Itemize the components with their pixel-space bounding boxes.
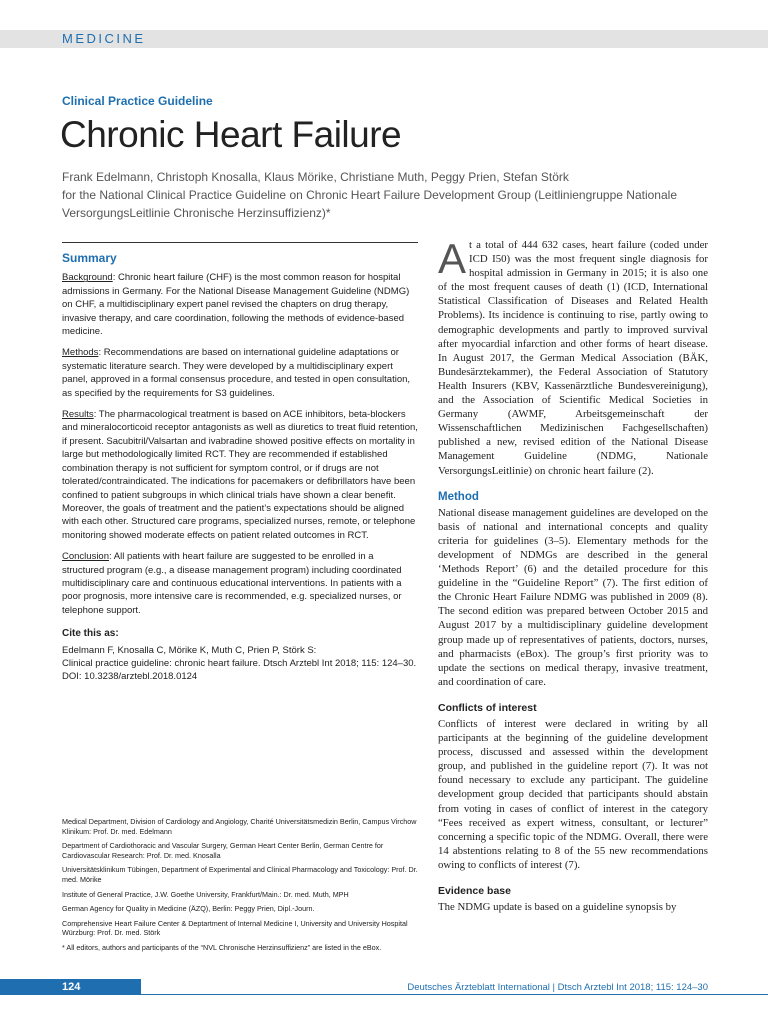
summary-results (62, 408, 418, 542)
coi-heading: Conflicts of interest (438, 701, 537, 714)
background-label: Background (62, 272, 113, 284)
results-text: : The pharmacological treatment is based on ACE inhibitors, beta-blockers and mineralocorticoid receptor antagonists as well as diuretics to treat fluid retention, if present. Sacubitril/Valsartan and ivabradine showed positive effects on mortality in large but methodologically limited RCT. They are recommended if established combination therapy is not sufficient for symptom control, or if drugs are not tolerated/contraindicated. The indications for pacemakers or defibrillators have been confined to patient subgroups in which clinical trials have shown a clear benefit. Moreover, the goals of treatment and the patient’s expectations should be aligned with each other. Structured care programs, specialized nurses, remote, or telephone monitoring showed moderate effects on patient related outcomes in RCT. (62, 409, 418, 541)
methods-label: Methods (62, 347, 99, 359)
author-block (62, 168, 710, 222)
evidence-heading: Evidence base (438, 885, 511, 898)
cite-doi: DOI: 10.3238/arztebl.2018.0124 (62, 671, 198, 683)
article-kicker: Clinical Practice Guideline (62, 94, 213, 108)
drop-cap: A (438, 235, 467, 282)
intro-text: t a total of 444 632 cases, heart failure (coded under ICD I50) was the most frequent single diagnosis for hospital admission in Germany in 2015; it is also one of the most frequent causes of death (1) (ICD, International Statistical Classification of Diseases and Related Health Problems). Its incidence is continuing to rise, partly owing to demographic developments and partly to improved survival after myocardial infarction and other forms of heart disease. In August 2017, the German Medical Association (BÄK, Bundesärztekammer), the Federal Association of Statutory Health Insurers (KBV, Kassenärztliche Bundesvereinigung), and the Association of Scientific Medical Societies in Germany (AWMF, Arbeitsgemeinschaft der Wissenschaftlichen Medizinischen Fachgesellschaften) published a new, revised edition of the National Disease Management Guideline (NDMG, Nationale VersorgungsLeitlinie) on chronic heart failure (2). (438, 239, 708, 477)
summary-heading: Summary (62, 251, 117, 265)
summary-background (62, 271, 418, 338)
coi-paragraph: Conflicts of interest were declared in writing by all participants at the beginning of the guideline development process, discussed and assessed within the development group, and published in the guideline report (7). It was not found necessary to exclude any participant. The guideline development group decided that participants should abstain from voting in cases of conflict of interest in the category “Fees received as expert witness, consultant, or lecturer” concerning a specific topic of the NDMG. Overall, there were 14 abstentions relating to 8 of the 55 new recommendations owing to conflicts of interest (7). (438, 718, 708, 871)
evidence-paragraph: The NDMG update is based on a guideline synopsis by (438, 901, 677, 914)
summary-divider (62, 242, 418, 243)
methods-text: : Recommendations are based on international guideline adaptations or systematic literature search. They were developed by a multidisciplinary expert panel, approved in a formal consensus procedure, and tested in open consultation, as specified by the requirements for S3 guidelines. (62, 347, 411, 399)
affiliation-item: Department of Cardiothoracic and Vascular Surgery, German Heart Center Berlin, German Centre for Cardiovascular Research: Prof. Dr. med. Knosalla (62, 841, 384, 860)
journal-footer: Deutsches Ärzteblatt International | Dtsch Arztebl Int 2018; 115: 124–30 (407, 982, 708, 993)
group-line-1: for the National Clinical Practice Guideline on Chronic Heart Failure Development Group (Leitliniengruppe Nationale (62, 188, 677, 202)
summary-column (62, 252, 418, 684)
conclusion-label: Conclusion (62, 551, 109, 563)
page-number: 124 (62, 981, 81, 993)
results-label: Results (62, 409, 94, 421)
affiliation-item: Medical Department, Division of Cardiology and Angiology, Charité Universitätsmedizin Berlin, Campus Virchow Klinikum: Prof. Dr. med. Edelmann (62, 817, 417, 836)
summary-conclusion (62, 550, 418, 617)
background-text: : Chronic heart failure (CHF) is the most common reason for hospital admissions in Germany. For the National Disease Management Guideline (NDMG) on CHF, a multidisciplinary expert panel revised the chapters on drug therapy, invasive therapy, and care coordination, following the methods of evidence-based medicine. (62, 272, 410, 338)
section-label: MEDICINE (62, 31, 146, 46)
affiliation-item: Universitätsklinikum Tübingen, Department of Experimental and Clinical Pharmacology and Toxicology: Prof. Dr. med. Mörike (62, 865, 418, 884)
affiliation-item: Institute of General Practice, J.W. Goethe University, Frankfurt/Main.: Dr. med. Muth, MPH (62, 889, 349, 899)
conclusion-text: : All patients with heart failure are suggested to be enrolled in a structured program (e.g., a disease management program) including coordinated multidisciplinary care and continuous educational interventions. In patients with a poor prognosis, more intensive care is recommended, e.g. specialized nurses, or telephone support. (62, 551, 402, 616)
group-line-2: VersorgungsLeitlinie Chronische Herzinsuffizienz)* (62, 206, 331, 220)
body-column (438, 235, 708, 914)
method-heading: Method (438, 490, 479, 503)
affiliation-item: German Agency for Quality in Medicine (ÄZQ), Berlin: Peggy Prien, Dipl.-Journ. (62, 904, 315, 914)
article-title: Chronic Heart Failure (60, 114, 402, 155)
affiliations (62, 817, 418, 958)
cite-line-1: Edelmann F, Knosalla C, Mörike K, Muth C, Prien P, Störk S: (62, 644, 317, 656)
summary-methods (62, 346, 418, 400)
method-paragraph: National disease management guidelines are developed on the basis of national and international concepts and quality criteria for guidelines (3–5). Elementary methods for the development of NDMGs are described in the general ‘Methods Report’ (6) and the detailed procedure for this guideline in the “Guideline Report” (7). The first edition of the Chronic Heart Failure NDMG was published in 2009 (8). The second edition was prepared between October 2015 and August 2017 by a multidisciplinary guideline development group made up of representatives of patients, doctors, nurses, and pharmacists (eBox). The group’s first priority was to update the sections on medical therapy, invasive treatment, and coordination of care. (438, 506, 708, 688)
footer-rule (141, 994, 768, 995)
author-list: Frank Edelmann, Christoph Knosalla, Klaus Mörike, Christiane Muth, Peggy Prien, Stefan Störk (62, 170, 569, 184)
intro-paragraph (438, 235, 708, 478)
cite-heading: Cite this as: (62, 628, 119, 640)
cite-line-2: Clinical practice guideline: chronic heart failure. Dtsch Arztebl Int 2018; 115: 124–30. (62, 657, 417, 669)
affiliation-footnote: * All editors, authors and participants of the “NVL Chronische Herzinsuffizienz” are listed in the eBox. (62, 942, 382, 952)
affiliation-item: Comprehensive Heart Failure Center & Deptartment of Internal Medicine I, University and University Hospital Würzburg: Prof. Dr. med. Störk (62, 918, 408, 938)
